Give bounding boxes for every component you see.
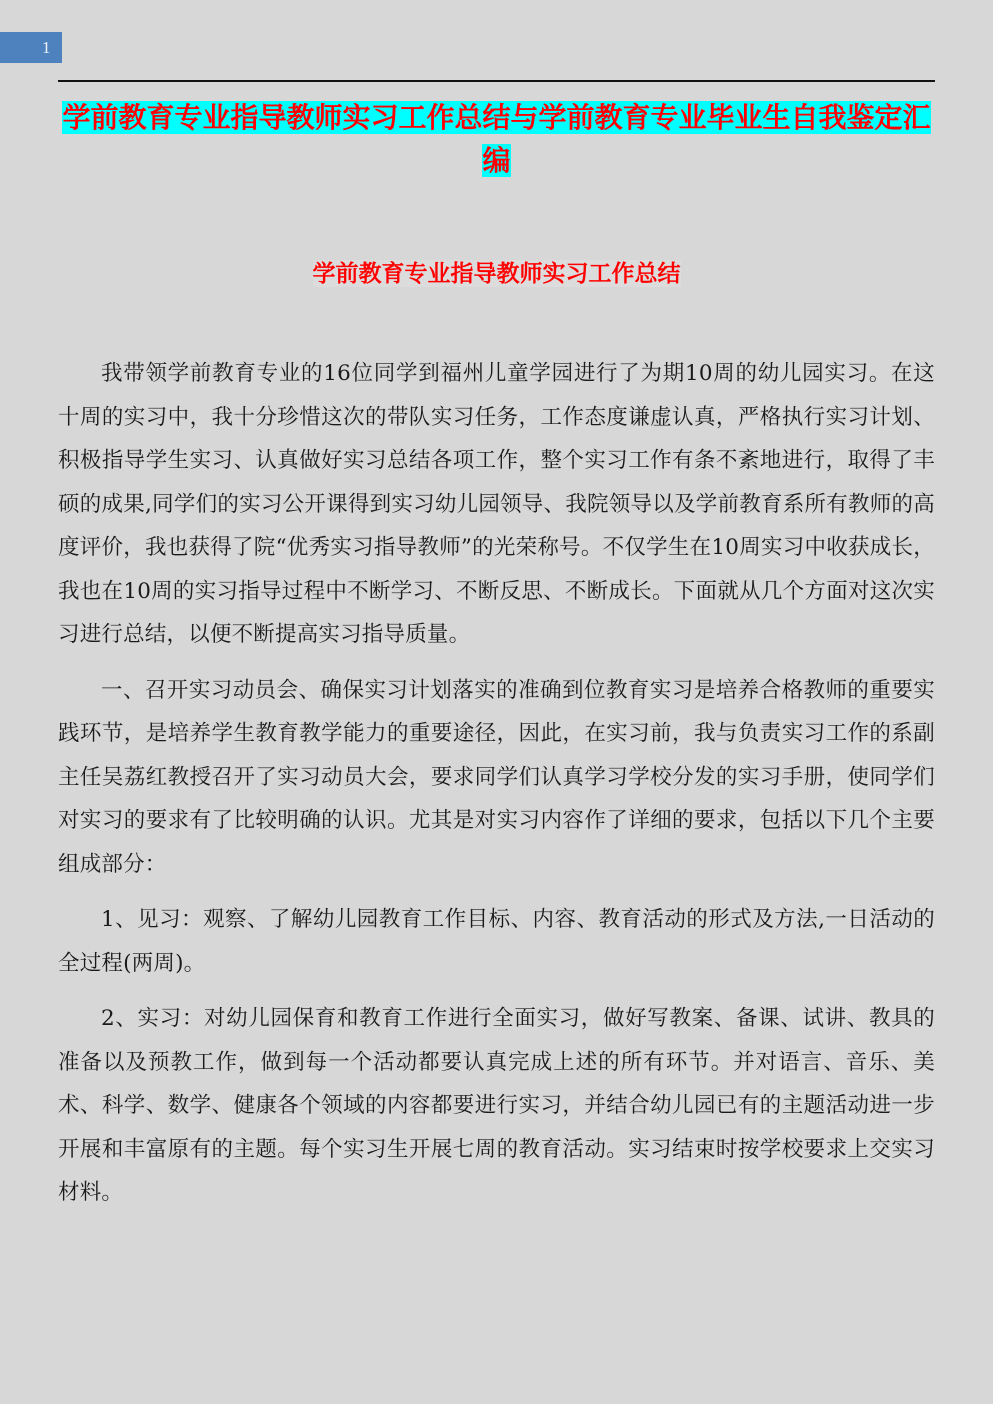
paragraph-item-2: 2、实习：对幼儿园保育和教育工作进行全面实习，做好写教案、备课、试讲、教具的准备以及预教工作，做到每一个活动都要认真完成上述的所有环节。并对语言、音乐、美术、科学、数学、健康各个领域的内容都要进行实习，并结合幼儿园已有的主题活动进一步开展和丰富原有的主题。每个实习生开展七周的教育活动。实习结束时按学校要求上交实习材料。	[58, 1006, 935, 1205]
document-title	[58, 96, 935, 182]
document-title-text: 学前教育专业指导教师实习工作总结与学前教育专业毕业生自我鉴定汇编	[62, 101, 931, 177]
header-divider	[58, 80, 935, 82]
paragraph-item-1: 1、见习：观察、了解幼儿园教育工作目标、内容、教育活动的形式及方法,一日活动的全过程(两周)。	[58, 907, 935, 976]
document-subtitle-text: 学前教育专业指导教师实习工作总结	[312, 260, 681, 287]
paragraph-section-one: 一、召开实习动员会、确保实习计划落实的准确到位教育实习是培养合格教师的重要实践环节，是培养学生教育教学能力的重要途径，因此，在实习前，我与负责实习工作的系副主任吴荔红教授召开了实习动员大会，要求同学们认真学习学校分发的实习手册，使同学们对实习的要求有了比较明确的认识。尤其是对实习内容作了详细的要求，包括以下几个主要组成部分：	[58, 677, 935, 877]
page-number-badge: 1	[0, 32, 62, 63]
paragraph-intro: 我带领学前教育专业的16位同学到福州儿童学园进行了为期10周的幼儿园实习。在这十周的实习中，我十分珍惜这次的带队实习任务，工作态度谦虚认真，严格执行实习计划、积极指导学生实习、认真做好实习总结各项工作，整个实习工作有条不紊地进行，取得了丰硕的成果,同学们的实习公开课得到实习幼儿园领导、我院领导以及学前教育系所有教师的高度评价，我也获得了院“优秀实习指导教师”的光荣称号。不仅学生在10周实习中收获成长，我也在10周的实习指导过程中不断学习、不断反思、不断成长。下面就从几个方面对这次实习进行总结，以便不断提高实习指导质量。	[58, 361, 935, 647]
document-body	[58, 96, 935, 1215]
document-subtitle	[58, 182, 935, 292]
body-paragraphs	[58, 292, 935, 1215]
